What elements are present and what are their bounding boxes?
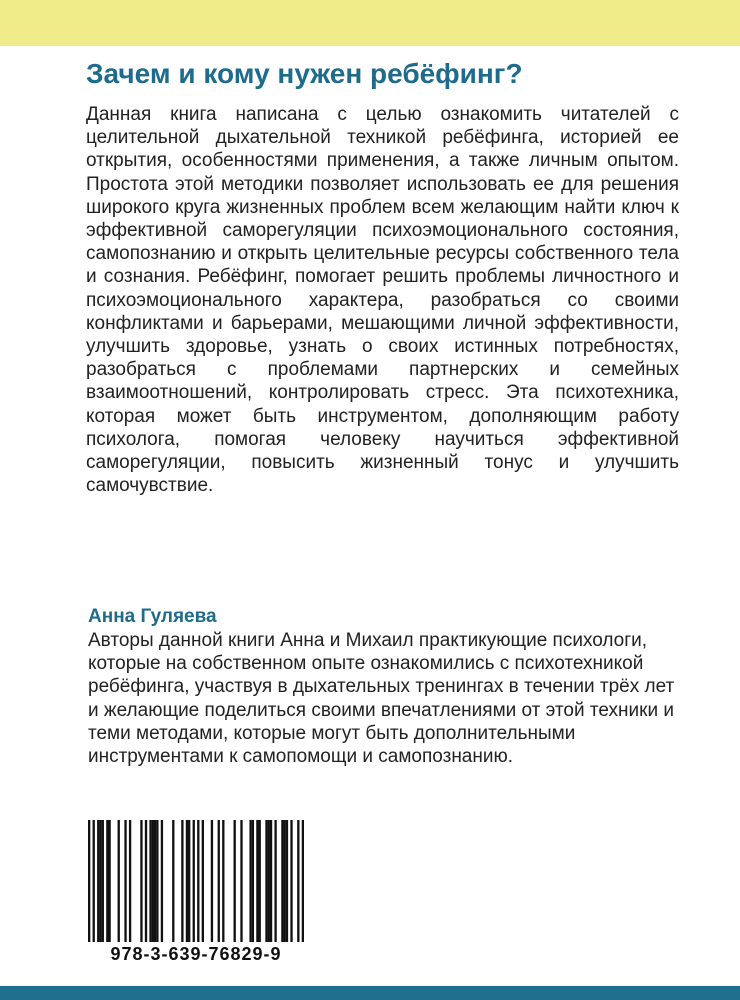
barcode-bar (129, 820, 131, 942)
barcode-bar (161, 820, 163, 942)
barcode-bar (145, 820, 147, 942)
barcode-bar (240, 820, 242, 942)
top-color-band (0, 0, 740, 46)
barcode-bar (193, 820, 195, 942)
barcode-bar (140, 820, 142, 942)
barcode-bar (181, 820, 183, 942)
barcode-bar (102, 820, 104, 942)
barcode-bar (197, 820, 199, 942)
barcode-bar (97, 820, 99, 942)
barcode-bar (156, 820, 158, 942)
barcode-bar (186, 820, 188, 942)
barcode-bar (265, 820, 267, 942)
barcode-bar (252, 820, 254, 942)
barcode-bar (284, 820, 286, 942)
barcode-bar (106, 820, 108, 942)
barcode-bar (93, 820, 95, 942)
barcode-bar (202, 820, 204, 942)
barcode-bar (218, 820, 220, 942)
barcode-bar (297, 820, 299, 942)
book-description: Данная книга написана с целью ознакомить читателей с целительной дыхательной техникой ребёфинга, историей ее открытия, особенностями применения, а также личным опытом. Простота этой методики позволяет использовать ее для решения широкого круга жизненных проблем всем желающим найти ключ к эффективной саморегуляции психоэмоционального состояния, самопознанию и открыть целительные ресурсы собственного тела и сознания. Ребёфинг, помогает решить проблемы личностного и психоэмоционального характера, разобраться со своими конфликтами и барьерами, мешающими личной эффективности, улучшить здоровье, узнать о своих истинных потребностях, разобраться с проблемами партнерских и семейных взаимоотношений, контролировать стресс. Эта психотехника, которая может быть инструментом, дополняющим работу психолога, помогая человеку научиться эффективной саморегуляции, повысить жизненный тонус и улучшить самочувствие. (86, 104, 679, 497)
barcode-bar (281, 820, 283, 942)
barcode-bar (188, 820, 190, 942)
barcode-bar (99, 820, 101, 942)
barcode-bars (88, 820, 304, 942)
barcode-bar (172, 820, 174, 942)
barcode-bar (259, 820, 261, 942)
barcode-bar (286, 820, 288, 942)
barcode-bar (234, 820, 236, 942)
isbn-barcode (88, 820, 304, 970)
barcode-bar (152, 820, 154, 942)
barcode-bar (268, 820, 270, 942)
barcode-bar (256, 820, 258, 942)
bottom-color-band (0, 986, 740, 1000)
barcode-bar (108, 820, 110, 942)
barcode-bar (290, 820, 292, 942)
barcode-bar (270, 820, 272, 942)
barcode-bar (302, 820, 304, 942)
author-name: Анна Гуляева (88, 606, 217, 627)
barcode-bar (118, 820, 120, 942)
author-bio: Авторы данной книги Анна и Михаил практикующие психологи, которые на собственном опыте ознакомились с психотехникой ребёфинга, участвуя в дыхательных тренингах в течении трёх лет и желающие поделиться своими впечатлениями от этой техники и теми методами, которые могут быть дополнительными инструментами к самопомощи и самопознанию. (88, 630, 675, 768)
barcode-bar (274, 820, 276, 942)
barcode-bar (88, 820, 90, 942)
page-title: Зачем и кому нужен ребёфинг? (86, 58, 523, 89)
barcode-bar (211, 820, 213, 942)
isbn-number: 978-3-639-76829-9 (110, 944, 282, 964)
barcode-bar (124, 820, 126, 942)
barcode-bar (249, 820, 251, 942)
barcode-bar (149, 820, 151, 942)
barcode-bar (222, 820, 224, 942)
barcode-bar (154, 820, 156, 942)
